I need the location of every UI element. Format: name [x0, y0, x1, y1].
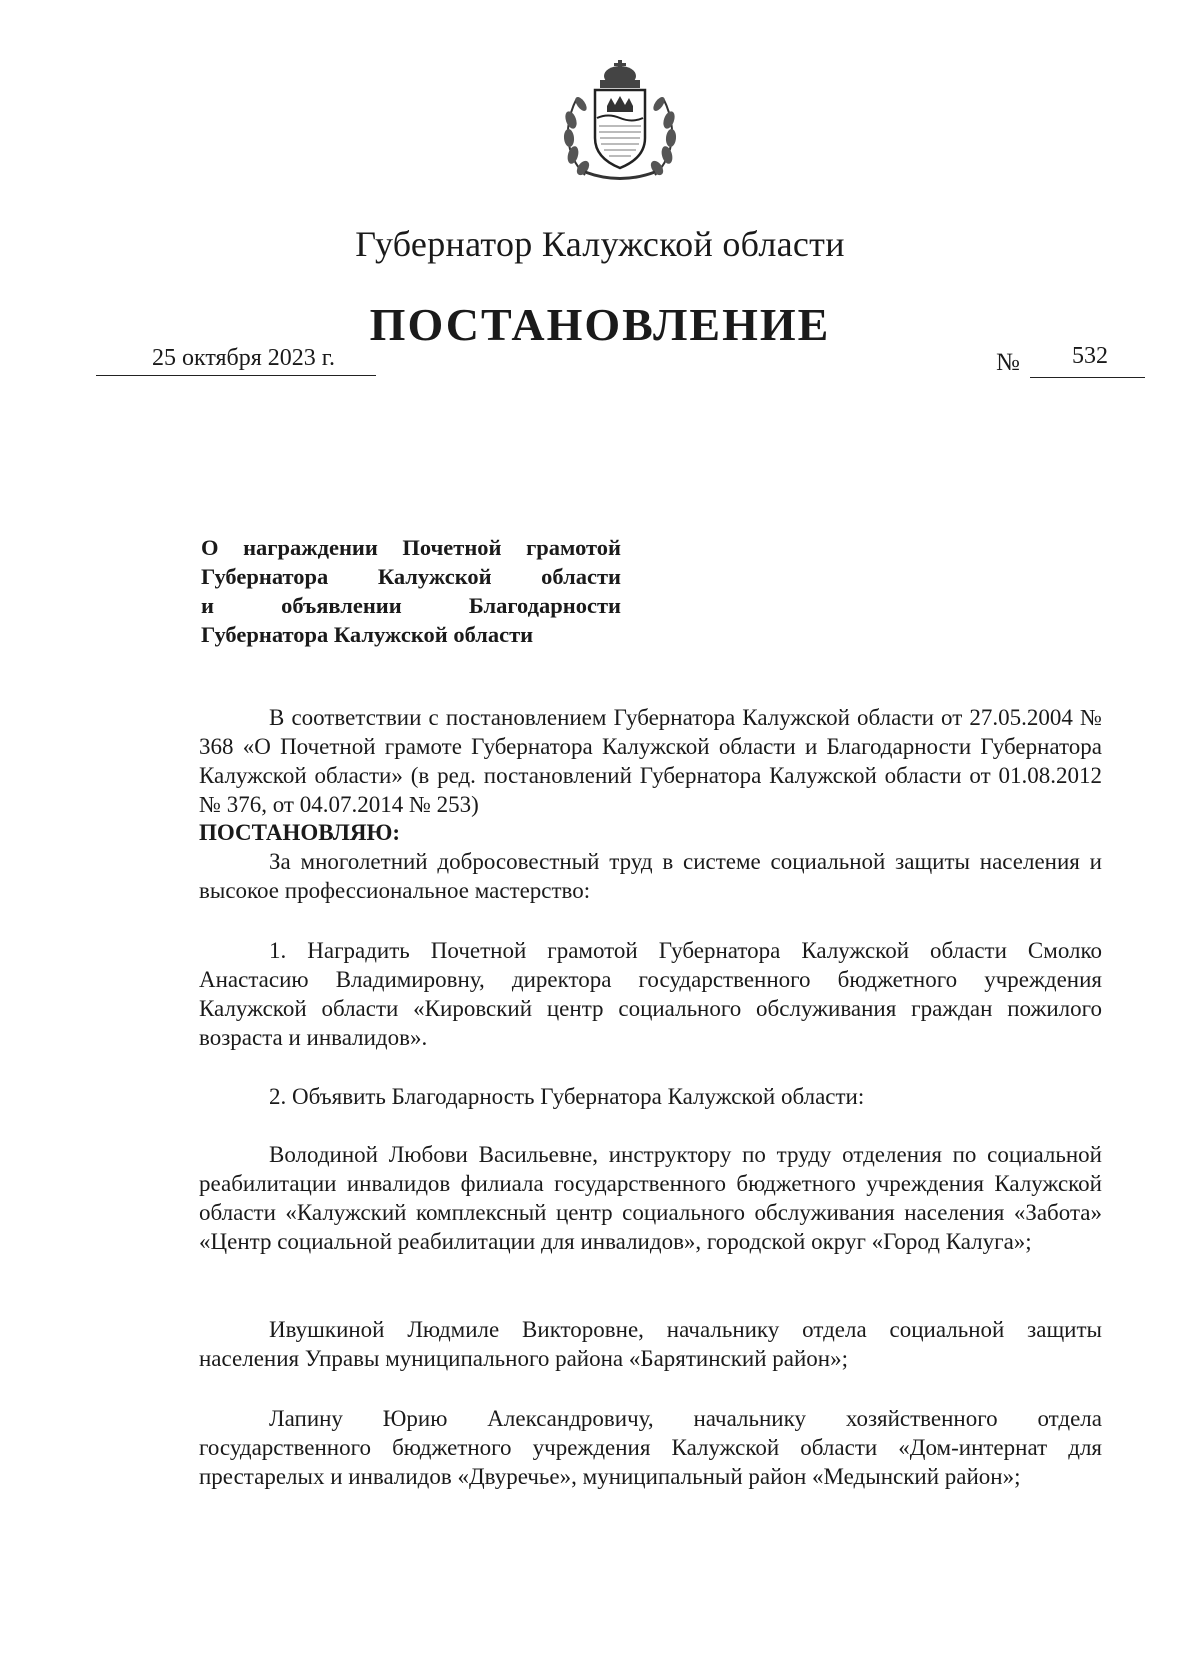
issuing-authority: Губернатор Калужской области: [355, 224, 845, 264]
item-1-paragraph: 1. Наградить Почетной грамотой Губернатора Калужской области Смолко Анастасию Владимировну, директора государственного бюджетного учреждения Калужской области «Кировский центр социального обслуживания граждан пожилого возраста и инвалидов».: [199, 938, 1102, 1050]
awardee-paragraph: Володиной Любови Васильевне, инструктору по труду отделения по социальной реабилитации инвалидов филиала государственного бюджетного учреждения Калужской области «Калужский комплексный центр социального обслуживания населения «Забота» «Центр социальной реабилитации для инвалидов», городской округ «Город Калуга»;: [199, 1142, 1102, 1254]
subject-line: Губернатора Калужской области: [201, 564, 621, 589]
document-date: 25 октября 2023 г.: [152, 345, 335, 371]
number-sign: №: [996, 349, 1020, 376]
kaluga-coat-of-arms-icon: [555, 60, 685, 185]
legal-basis-paragraph: В соответствии с постановлением Губернатора Калужской области от 27.05.2004 № 368 «О Почетной грамоте Губернатора Калужской области и Благодарности Губернатора Калужской области» (в ред. постановлений Губернатора Калужской области от 01.08.2012 № 376, от 04.07.2014 № 253): [199, 705, 1102, 817]
subject-line: О награждении Почетной грамотой: [201, 535, 621, 560]
awardee-paragraph: Лапину Юрию Александровичу, начальнику хозяйственного отдела государственного бюджетного учреждения Калужской области «Дом-интернат для престарелых и инвалидов «Двуречье», муниципальный район «Медынский район»;: [199, 1406, 1102, 1489]
decree-word: ПОСТАНОВЛЯЮ:: [199, 820, 401, 845]
reason-paragraph: За многолетний добросовестный труд в системе социальной защиты населения и высокое профессиональное мастерство:: [199, 849, 1102, 903]
document-number: 532: [1072, 343, 1108, 369]
document-subject: [201, 533, 621, 649]
document-type-title: ПОСТАНОВЛЕНИЕ: [369, 299, 831, 350]
subject-line: и объявлении Благодарности: [201, 593, 621, 618]
subject-line: Губернатора Калужской области: [201, 622, 534, 647]
awardee-paragraph: Ивушкиной Людмиле Викторовне, начальнику отдела социальной защиты населения Управы муниципального района «Барятинский район»;: [199, 1317, 1102, 1371]
item-2-paragraph: 2. Объявить Благодарность Губернатора Калужской области:: [269, 1084, 865, 1109]
